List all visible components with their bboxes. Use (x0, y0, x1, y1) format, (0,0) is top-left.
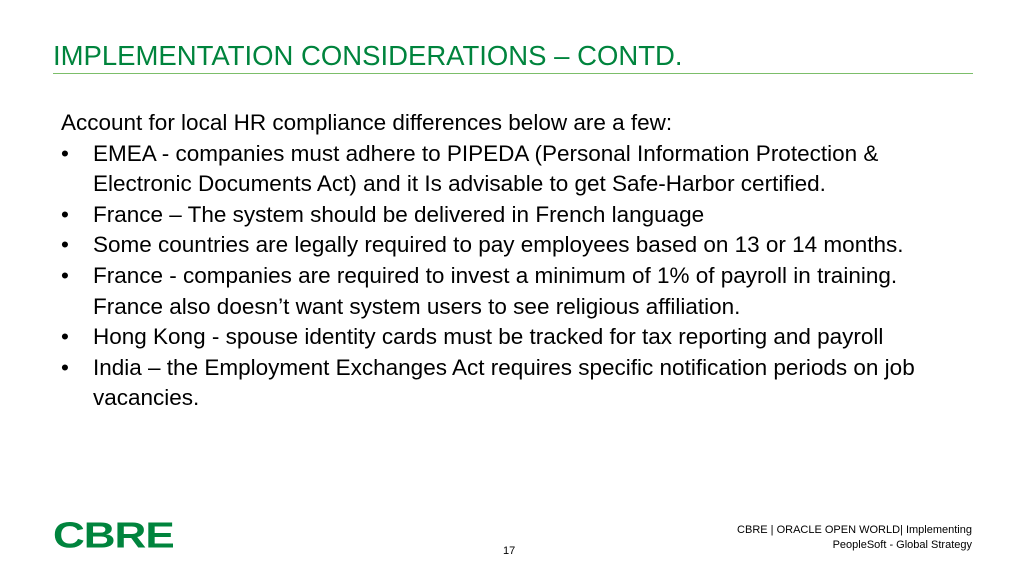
bullet-text: France - companies are required to invest a minimum of 1% of payroll in training. France also doesn’t want system users to see religious affiliation. (93, 262, 898, 319)
footer-line-1: CBRE | ORACLE OPEN WORLD| Implementing (737, 524, 972, 536)
bullet-item (61, 139, 961, 200)
footer-line-2: PeopleSoft - Global Strategy (832, 539, 972, 551)
bullet-icon: • (61, 354, 69, 380)
footer-text (702, 523, 972, 553)
bullet-icon: • (61, 140, 69, 166)
bullet-list (61, 139, 961, 414)
slide-body (61, 108, 961, 414)
bullet-text: France – The system should be delivered in French language (93, 201, 705, 227)
intro-text: Account for local HR compliance differences below are a few: (61, 110, 673, 135)
bullet-item (61, 200, 961, 231)
bullet-item (61, 230, 961, 261)
bullet-icon: • (61, 201, 69, 227)
page-number: 17 (503, 545, 516, 557)
bullet-icon: • (61, 262, 69, 288)
bullet-icon: • (61, 232, 69, 258)
bullet-text: India – the Employment Exchanges Act requires specific notification periods on job vacancies. (93, 354, 915, 411)
bullet-text: EMEA - companies must adhere to PIPEDA (Personal Information Protection & Electronic Documents Act) and it Is advisable to get Safe-Harbor certified. (93, 140, 879, 197)
title-divider (53, 73, 973, 74)
slide-title: IMPLEMENTATION CONSIDERATIONS – CONTD. (53, 40, 683, 71)
cbre-logo: CBRE (53, 515, 174, 556)
bullet-text: Some countries are legally required to pay employees based on 13 or 14 months. (93, 232, 904, 258)
bullet-item (61, 353, 961, 414)
bullet-icon: • (61, 324, 69, 350)
bullet-item (61, 322, 961, 353)
bullet-item (61, 261, 961, 322)
bullet-text: Hong Kong - spouse identity cards must be tracked for tax reporting and payroll (93, 324, 884, 350)
